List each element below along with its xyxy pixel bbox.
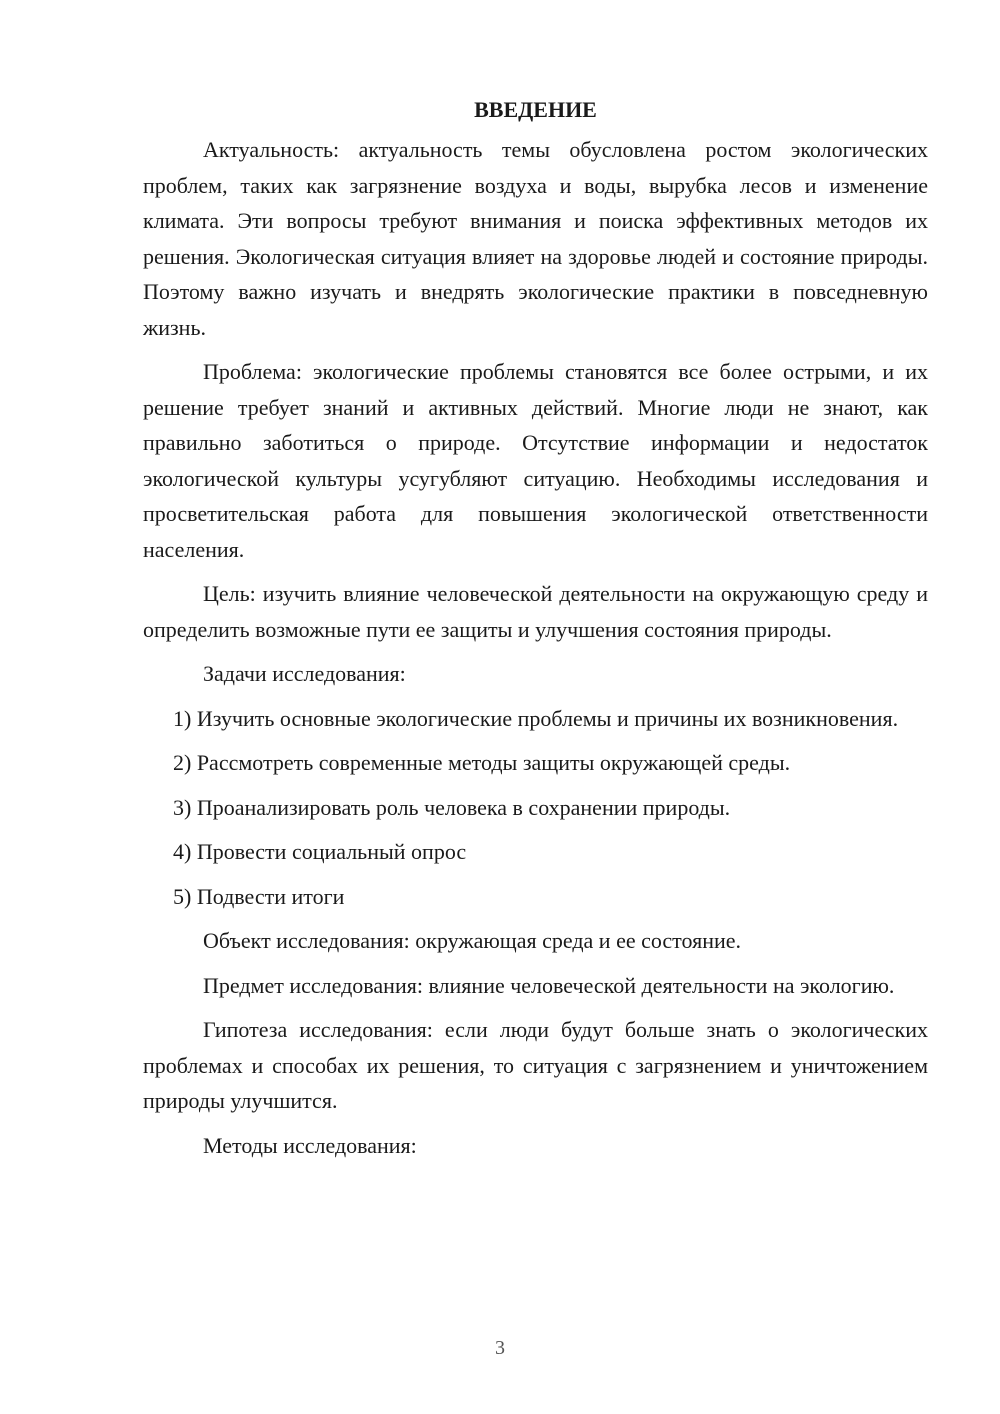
document-page [143, 92, 928, 1172]
tasks-heading: Задачи исследования: [203, 661, 406, 686]
problem-paragraph: Проблема: экологические проблемы становятся все более острыми, и их решение требует знаний и активных действий. Многие люди не знают, как правильно заботиться о природе. Отсутствие информации и недостаток экологической культуры усугубляют ситуацию. Необходимы исследования и просветительская работа для повышения экологической ответственности населения. [143, 359, 928, 562]
goal-paragraph: Цель: изучить влияние человеческой деятельности на окружающую среду и определить возможные пути ее защиты и улучшения состояния природы. [143, 581, 928, 642]
hypothesis-paragraph: Гипотеза исследования: если люди будут больше знать о экологических проблемах и способах их решения, то ситуация с загрязнением и уничтожением природы улучшится. [143, 1017, 928, 1113]
methods-heading: Методы исследования: [203, 1132, 417, 1158]
task-item-1: 1) Изучить основные экологические проблемы и причины их возникновения. [173, 705, 899, 731]
relevance-paragraph: Актуальность: актуальность темы обусловлена ростом экологических проблем, таких как загрязнение воздуха и воды, вырубка лесов и изменение климата. Эти вопросы требуют внимания и поиска эффективных методов их решения. Экологическая ситуация влияет на здоровье людей и состояние природы. Поэтому важно изучать и внедрять экологические практики в повседневную жизнь. [143, 137, 928, 340]
section-title: ВВЕДЕНИЕ [474, 97, 597, 122]
task-item-2: 2) Рассмотреть современные методы защиты окружающей среды. [173, 750, 791, 775]
task-item-5: 5) Подвести итоги [173, 883, 345, 909]
task-item-3: 3) Проанализировать роль человека в сохранении природы. [173, 794, 731, 820]
subject-paragraph: Предмет исследования: влияние человеческой деятельности на экологию. [203, 972, 895, 998]
page-number: 3 [495, 1337, 505, 1359]
object-paragraph: Объект исследования: окружающая среда и ее состояние. [203, 928, 742, 953]
task-item-4: 4) Провести социальный опрос [173, 839, 467, 864]
